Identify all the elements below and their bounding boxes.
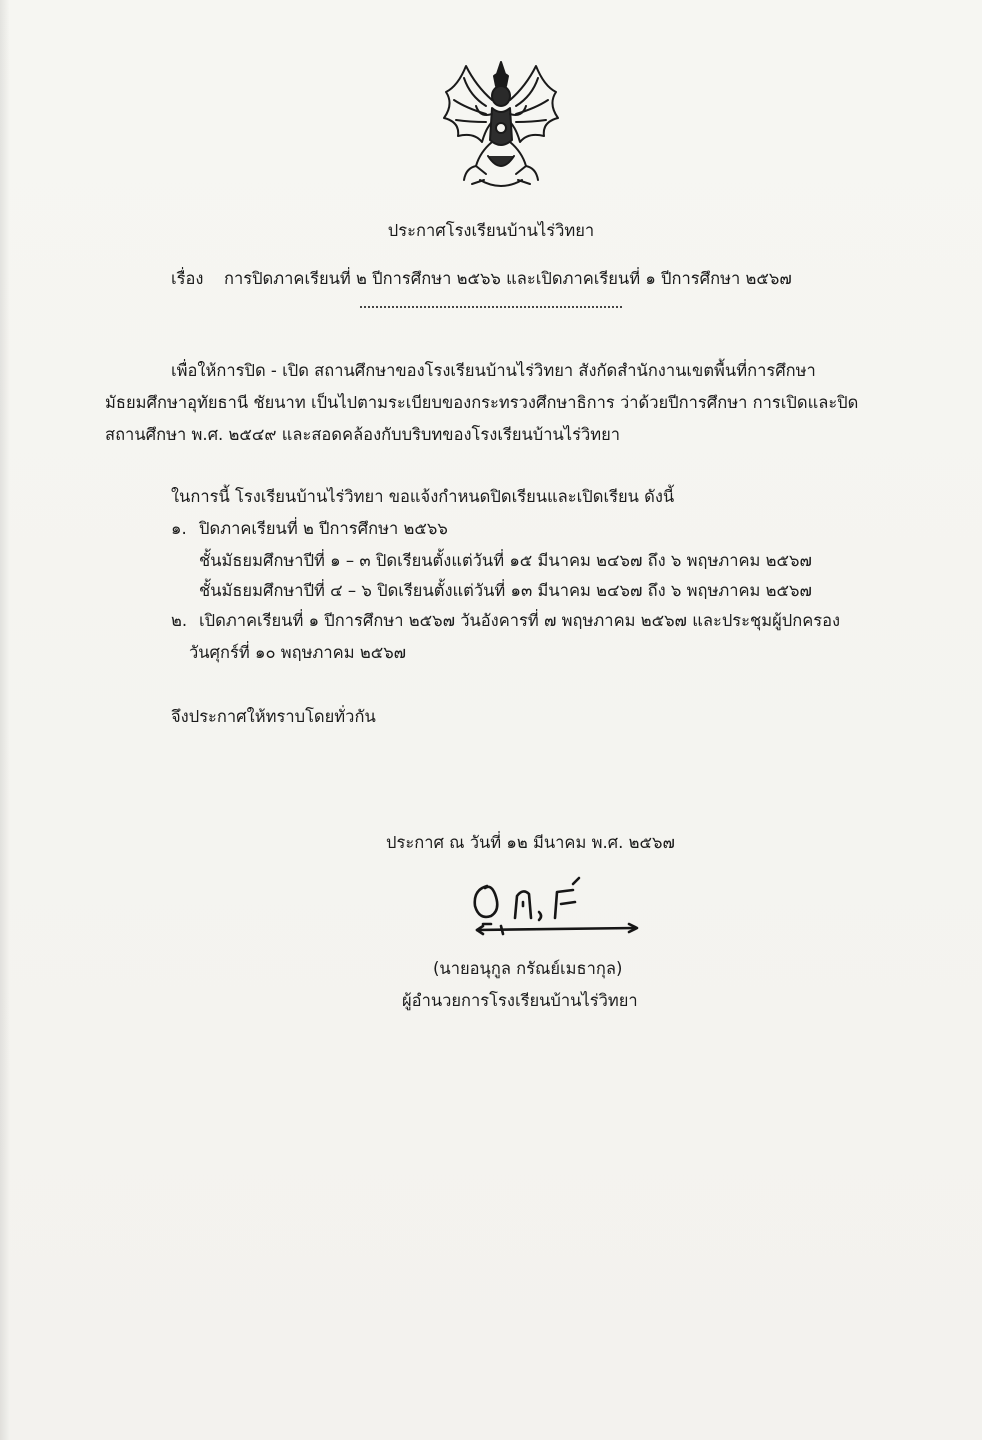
intro-line-3: สถานศึกษา พ.ศ. ๒๕๔๙ และสอดคล้องกับบริบทของโรงเรียนบ้านไร่วิทยา	[105, 425, 621, 444]
intro-line-1: เพื่อให้การปิด - เปิด สถานศึกษาของโรงเรียนบ้านไร่วิทยา สังกัดสำนักงานเขตพื้นที่การศึกษา	[171, 361, 816, 380]
announcement-date: ประกาศ ณ วันที่ ๑๒ มีนาคม พ.ศ. ๒๕๖๗	[386, 833, 675, 852]
closing-statement: จึงประกาศให้ทราบโดยทั่วกัน	[171, 707, 376, 726]
subject-line	[171, 268, 792, 290]
signer-title: ผู้อำนวยการโรงเรียนบ้านไร่วิทยา	[402, 991, 638, 1010]
signer-name: (นายอนุกูล กรัณย์เมธากุล)	[433, 959, 623, 978]
subject-label: เรื่อง	[171, 269, 204, 288]
item-1-number: ๑.	[171, 519, 187, 538]
page-edge-shadow	[0, 0, 10, 1440]
garuda-emblem-icon	[436, 56, 566, 196]
item-2-number: ๒.	[171, 611, 188, 630]
announcement-lead: ในการนี้ โรงเรียนบ้านไร่วิทยา ขอแจ้งกำหนดปิดเรียนและเปิดเรียน ดังนี้	[171, 487, 675, 506]
item-2-line-1: เปิดภาคเรียนที่ ๑ ปีการศึกษา ๒๕๖๗ วันอังคารที่ ๗ พฤษภาคม ๒๕๖๗ และประชุมผู้ปกครอง	[199, 611, 841, 630]
dotted-divider	[360, 306, 622, 308]
item-1-detail-2: ชั้นมัธยมศึกษาปีที่ ๔ – ๖ ปิดเรียนตั้งแต่วันที่ ๑๓ มีนาคม ๒๔๖๗ ถึง ๖ พฤษภาคม ๒๕๖๗	[199, 581, 812, 600]
item-1-detail-1: ชั้นมัธยมศึกษาปีที่ ๑ – ๓ ปิดเรียนตั้งแต่วันที่ ๑๕ มีนาคม ๒๔๖๗ ถึง ๖ พฤษภาคม ๒๕๖๗	[199, 551, 812, 570]
intro-line-2: มัธยมศึกษาอุทัยธานี ชัยนาท เป็นไปตามระเบียบของกระทรวงศึกษาธิการ ว่าด้วยปีการศึกษา การเปิดและปิด	[105, 393, 859, 412]
handwritten-signature-icon	[465, 872, 645, 944]
item-2-line-2: วันศุกร์ที่ ๑๐ พฤษภาคม ๒๕๖๗	[189, 643, 407, 662]
subject-text: การปิดภาคเรียนที่ ๒ ปีการศึกษา ๒๕๖๖ และเปิดภาคเรียนที่ ๑ ปีการศึกษา ๒๕๖๗	[223, 269, 792, 288]
announcement-title: ประกาศโรงเรียนบ้านไร่วิทยา	[387, 221, 595, 240]
item-1-title: ปิดภาคเรียนที่ ๒ ปีการศึกษา ๒๕๖๖	[199, 519, 448, 538]
